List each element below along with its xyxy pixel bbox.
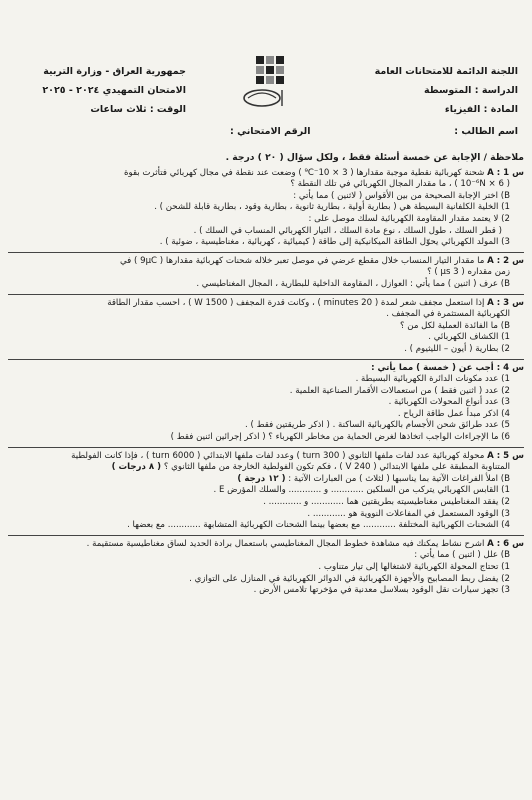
q1-a-line1: شحنة كهربائية نقطية موجبة مقدارها ( 3 × 10⁻⁹C ) وضعت عند نقطة في مجال كهربائي فتأثرت بقوة (124, 167, 485, 178)
q5-b-item-3: 3) الوقود المستعمل في المفاعلات النووية هو ............ . (307, 508, 510, 519)
q4-item-5: 5) عدد طرائق شحن الأجسام بالكهربائية الساكنة . ( اذكر طريقتين فقط ) . (245, 420, 510, 431)
q4-item-2: 2) عدد ( اثنين فقط ) من استعمالات الأقمار الصناعية العلمية . (289, 385, 510, 396)
exam-content (8, 152, 524, 597)
q1-b-item-3: 3) المولد الكهربائي يحوّل الطاقة الميكانيكية إلى طاقة ( كيميائية ، كهربائية ، مغناطيسية ، ضوئية ) . (159, 237, 510, 248)
q6-a-line1: اشرح نشاط يمكنك فيه مشاهدة خطوط المجال المغناطيسي باستعمال برادة الحديد لساق مغناطيسية مستقيمة . (86, 538, 485, 549)
ministry-logo-icon (238, 54, 298, 110)
q3-a-line1: إذا استعمل مجفف شعر لمدة ( 20 minutes ) ، وكانت قدرة المجفف ( 1500 W ) ، احسب مقدار الطاقة (107, 297, 485, 308)
divider (8, 359, 524, 360)
q5-b-item-1: 1) القابس الكهربائي يتركب من السلكين ............ و ............ والسلك المؤرض E . (213, 485, 510, 496)
q3-b-item-1: 1) الكشاف الكهربائي . (428, 332, 510, 343)
divider (8, 252, 524, 253)
q4-item-1: 1) عدد مكونات الدائرة الكهربائية البسيطة . (355, 374, 510, 385)
q6-b-prompt: B) علل ( اثنين ) مما يأتي : (414, 550, 510, 561)
q5-label: س 5 : A (487, 450, 524, 461)
q3-label: س 3 : A (487, 297, 524, 308)
committee-block (328, 62, 518, 119)
q5-a-line2: المتناوبة المطبقة على ملفها الابتدائي ( 240 V ) ، فكم تكون الفولطية الخارجة من ملفها الثانوي ؟ ( ٨ درجات ) (111, 462, 510, 473)
q1-label: س 1 : A (487, 167, 524, 178)
q1-b-prompt: B) اختر الإجابة الصحيحة من بين الأقواس ( لاثنين ) مما يأتي : (293, 190, 510, 201)
q5-b-item-2: 2) يفقد المغناطيس مغناطيسيته بطريقتين هما ............ و ............ . (263, 497, 510, 508)
q6-b-item-2: 2) يفضل ربط المصابيح والأجهزة الكهربائية في الدوائر الكهربائية في المنازل على التوازي . (189, 573, 510, 584)
divider (8, 447, 524, 448)
q3-b-prompt: B) ما الفائدة العملية لكل من ؟ (400, 320, 510, 331)
exam-title: الامتحان التمهيدي ٢٠٢٤ - ٢٠٢٥ (42, 85, 186, 96)
q5-b-item-4: 4) الشحنات الكهربائية المختلفة ............ مع بعضها بينما الشحنات الكهربائية المتشابهة ............ مع بعضها . (127, 520, 510, 531)
q1-b-item-2: 2) لا يعتمد مقدار المقاومة الكهربائية لسلك موصل على : (308, 213, 510, 224)
subject: المادة : الفيزياء (444, 104, 518, 115)
q6-b-item-1: 1) تحتاج المحولة الكهربائية لاشتغالها إلى تيار متناوب . (318, 562, 510, 572)
ministry-block (16, 62, 186, 119)
country-ministry: جمهورية العراق - وزارة التربية (43, 66, 186, 77)
q2-label: س 2 : A (487, 255, 524, 266)
q5-b-prompt: B) املأ الفراغات الآتية بما يناسبها ( لثلاث ) من العبارات الآتية : ( ١٢ درجة ) (237, 473, 510, 484)
question-5 (8, 451, 524, 532)
q5-b-marks: ( ١٢ درجة ) (237, 473, 286, 484)
q3-a-line2: الكهربائية المستثمرة في المجفف . (386, 309, 510, 320)
q2-a-line1: ما مقدار التيار المنساب خلال مقطع عرضي في موصل تعبر خلاله شحنات كهربائية مقدارها ( 9μC ) في (120, 255, 485, 266)
question-4 (8, 363, 524, 444)
instructions-note: ملاحظة / الإجابة عن خمسة أسئلة فقط ، ولكل سؤال ( ٢٠ ) درجة . (225, 152, 524, 163)
question-2 (8, 256, 524, 291)
q2-a-line2: زمن مقداره ( 3 μs ) ؟ (427, 267, 510, 278)
q2-b-prompt: B) عرف ( اثنين ) مما يأتي : العوازل ، المقاومة الداخلية للبطارية ، المجال المغناطيسي . (196, 278, 510, 289)
q4-item-4: 4) اذكر مبدأ عمل طاقة الرياح . (397, 408, 510, 419)
question-3 (8, 298, 524, 356)
q6-label: س 6 : A (487, 538, 524, 549)
q4-item-6: 6) ما الإجراءات الواجب اتخاذها لغرض الحماية من مخاطر الكهرباء ؟ ( اذكر إجرائين اثنين فقط ) (170, 432, 510, 443)
q5-a-line1: محولة كهربائية عدد لفات ملفها الثانوي ( 300 turn ) وعدد لفات ملفها الابتدائي ( 6000 turn ) ، فإذا كانت الفولطية (71, 450, 485, 461)
student-name-label: اسم الطالب : (454, 126, 518, 137)
q1-b-item-2-options: ( قطر السلك ، طول السلك ، نوع مادة السلك ، التيار الكهربائي المنساب في السلك ) . (193, 225, 502, 236)
q1-b-item-1: 1) الخلية الكلفانية البسيطة هي ( بطارية أولية ، بطارية ثانوية ، بطارية وقود ، بطارية قابلة للشحن ) . (154, 202, 510, 213)
q1-a-line2: ( 6 × 10⁻⁶N ) ، ما مقدار المجال الكهربائي في تلك النقطة ؟ (290, 179, 510, 190)
exam-duration: الوقت : ثلاث ساعات (90, 104, 186, 115)
q3-b-item-2: 2) بطارية ( أيون – الليثيوم ) . (404, 343, 510, 354)
committee-name: اللجنة الدائمة للامتحانات العامة (374, 66, 518, 77)
q4-item-3: 3) عدد أنواع المحولات الكهربائية . (388, 397, 510, 408)
q6-b-item-3: 3) تجهز سيارات نقل الوقود بسلاسل معدنية في مؤخرتها تلامس الأرض . (253, 585, 510, 596)
q4-label: س 4 : أجب عن ( خمسة ) مما يأتي : (371, 362, 524, 373)
question-6 (8, 539, 524, 597)
divider (8, 294, 524, 295)
exam-number-label: الرقم الامتحاني : (230, 126, 311, 137)
question-1 (8, 168, 524, 249)
study-level: الدراسة : المتوسطة (424, 85, 518, 96)
q5-a-marks: ( ٨ درجات ) (111, 462, 162, 473)
divider (8, 535, 524, 536)
